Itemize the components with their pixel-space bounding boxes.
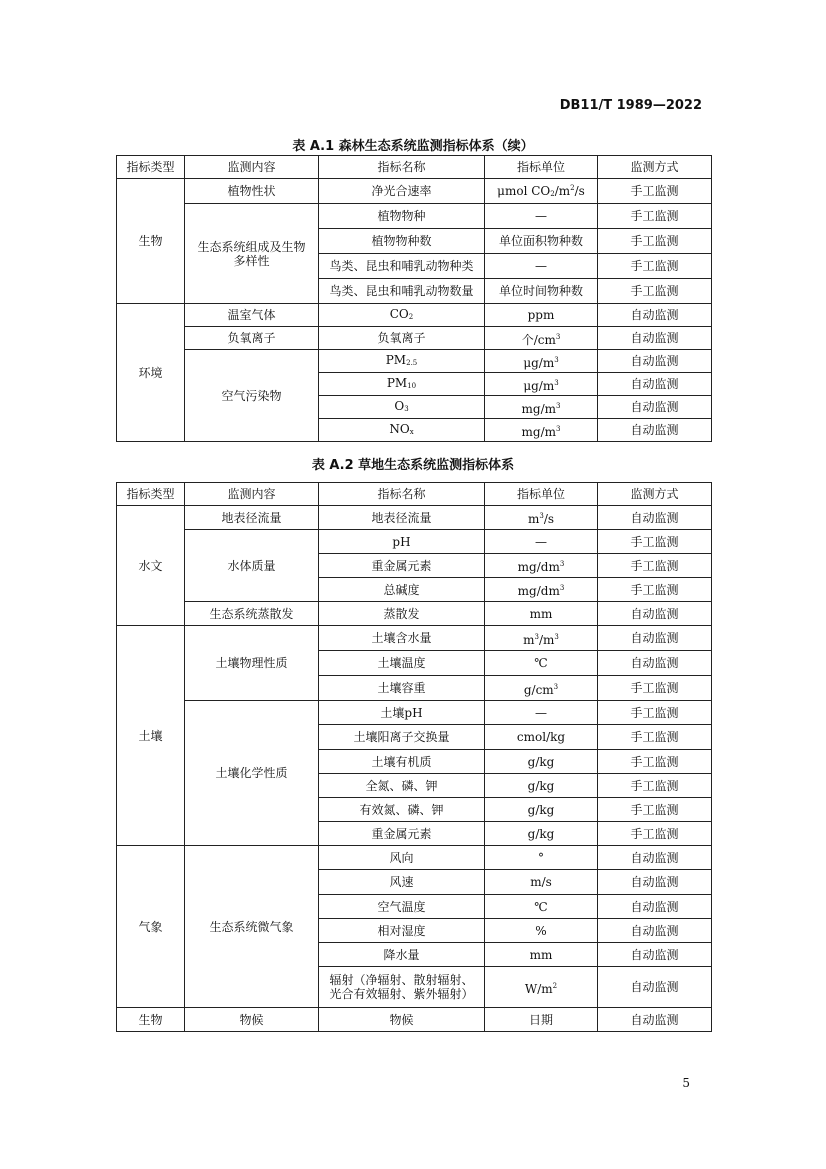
table-row <box>117 327 712 350</box>
unit-cell: m/s <box>485 870 598 895</box>
unit-cell: 个$/cm^3$ <box>485 327 598 350</box>
indicator-cell: 地表径流量 <box>319 506 485 530</box>
indicator-cell: 蒸散发 <box>319 602 485 626</box>
unit-cell: $W/m^2$ <box>485 967 598 1008</box>
unit-cell: g/kg <box>485 774 598 798</box>
content-cell: 土壤物理性质 <box>185 626 319 701</box>
method-cell: 自动监测 <box>598 506 712 530</box>
method-cell: 手工监测 <box>598 279 712 304</box>
unit-cell: $mg/m^3$ <box>485 419 598 442</box>
method-cell: 手工监测 <box>598 676 712 701</box>
indicator-cell: 土壤容重 <box>319 676 485 701</box>
unit-cell: % <box>485 919 598 943</box>
header-method: 监测方式 <box>598 156 712 179</box>
indicator-cell: 土壤有机质 <box>319 750 485 774</box>
indicator-cell: O3 <box>319 396 485 419</box>
unit-cell: cmol/kg <box>485 725 598 750</box>
table-a2-caption: 表 A.2 草地生态系统监测指标体系 <box>311 458 515 473</box>
unit-cell: $mg/dm^3$ <box>485 578 598 602</box>
indicator-cell: 负氧离子 <box>319 327 485 350</box>
table-row <box>117 179 712 204</box>
table-row <box>117 350 712 373</box>
indicator-cell: 重金属元素 <box>319 554 485 578</box>
method-cell: 手工监测 <box>598 229 712 254</box>
indicator-cell: 土壤温度 <box>319 651 485 676</box>
table-a2 <box>116 482 712 1032</box>
indicator-cell: PM10 <box>319 373 485 396</box>
category-cell: 生物 <box>117 179 185 304</box>
unit-cell: mm <box>485 602 598 626</box>
indicator-cell: 总碱度 <box>319 578 485 602</box>
unit-cell: g/kg <box>485 798 598 822</box>
method-cell: 自动监测 <box>598 943 712 967</box>
unit-cell: ℃ <box>485 895 598 919</box>
unit-cell: — <box>485 701 598 725</box>
unit-cell: ℃ <box>485 651 598 676</box>
table-row <box>117 204 712 229</box>
indicator-cell: CO2 <box>319 304 485 327</box>
table-row <box>117 846 712 870</box>
unit-cell: — <box>485 254 598 279</box>
header-unit: 指标单位 <box>485 156 598 179</box>
content-cell: 生态系统微气象 <box>185 846 319 1008</box>
content-cell: 温室气体 <box>185 304 319 327</box>
method-cell: 手工监测 <box>598 254 712 279</box>
indicator-cell: 植物物种 <box>319 204 485 229</box>
table-row <box>117 626 712 651</box>
indicator-cell: 土壤阳离子交换量 <box>319 725 485 750</box>
category-cell: 水文 <box>117 506 185 626</box>
indicator-cell: 空气温度 <box>319 895 485 919</box>
header-indicator: 指标名称 <box>319 156 485 179</box>
indicator-cell: pH <box>319 530 485 554</box>
unit-cell: 日期 <box>485 1008 598 1032</box>
table-a1 <box>116 155 712 442</box>
unit-cell: $mg/dm^3$ <box>485 554 598 578</box>
method-cell: 手工监测 <box>598 798 712 822</box>
indicator-cell: 全氮、磷、钾 <box>319 774 485 798</box>
unit-cell: — <box>485 204 598 229</box>
content-cell: 生态系统组成及生物 多样性 <box>185 204 319 304</box>
indicator-cell: 风速 <box>319 870 485 895</box>
method-cell: 手工监测 <box>598 530 712 554</box>
unit-cell: $\mu g/m^3$ <box>485 350 598 373</box>
method-cell: 手工监测 <box>598 774 712 798</box>
indicator-cell: 土壤含水量 <box>319 626 485 651</box>
header-unit: 指标单位 <box>485 483 598 506</box>
method-cell: 自动监测 <box>598 870 712 895</box>
method-cell: 自动监测 <box>598 919 712 943</box>
category-cell: 生物 <box>117 1008 185 1032</box>
content-cell: 植物性状 <box>185 179 319 204</box>
method-cell: 自动监测 <box>598 373 712 396</box>
table-row <box>117 602 712 626</box>
unit-cell: $m^3/s$ <box>485 506 598 530</box>
unit-cell: $m^3/m^3$ <box>485 626 598 651</box>
method-cell: 手工监测 <box>598 725 712 750</box>
indicator-cell: 物候 <box>319 1008 485 1032</box>
method-cell: 自动监测 <box>598 304 712 327</box>
unit-cell: 单位时间物种数 <box>485 279 598 304</box>
unit-cell: ppm <box>485 304 598 327</box>
method-cell: 自动监测 <box>598 626 712 651</box>
unit-cell: g/kg <box>485 750 598 774</box>
method-cell: 手工监测 <box>598 204 712 229</box>
unit-cell: μmol $CO2/m^2/s$ <box>485 179 598 204</box>
indicator-cell: 鸟类、昆虫和哺乳动物数量 <box>319 279 485 304</box>
method-cell: 自动监测 <box>598 396 712 419</box>
content-cell: 物候 <box>185 1008 319 1032</box>
indicator-cell: 辐射（净辐射、散射辐射、 光合有效辐射、紫外辐射） <box>319 967 485 1008</box>
header-content: 监测内容 <box>185 156 319 179</box>
method-cell: 自动监测 <box>598 846 712 870</box>
indicator-cell: 土壤pH <box>319 701 485 725</box>
method-cell: 手工监测 <box>598 822 712 846</box>
indicator-cell: 净光合速率 <box>319 179 485 204</box>
indicator-cell: NOx <box>319 419 485 442</box>
header-category: 指标类型 <box>117 156 185 179</box>
method-cell: 自动监测 <box>598 895 712 919</box>
indicator-cell: 鸟类、昆虫和哺乳动物种类 <box>319 254 485 279</box>
content-cell: 土壤化学性质 <box>185 701 319 846</box>
standard-code: DB11/T 1989—2022 <box>559 98 702 113</box>
unit-cell: $mg/m^3$ <box>485 396 598 419</box>
table-header-row <box>117 156 712 179</box>
header-content: 监测内容 <box>185 483 319 506</box>
method-cell: 自动监测 <box>598 350 712 373</box>
content-cell: 负氧离子 <box>185 327 319 350</box>
table-row <box>117 1008 712 1032</box>
indicator-cell: 植物物种数 <box>319 229 485 254</box>
method-cell: 自动监测 <box>598 327 712 350</box>
table-a1-caption: 表 A.1 森林生态系统监测指标体系（续） <box>292 139 534 154</box>
indicator-cell: PM2.5 <box>319 350 485 373</box>
unit-cell: $\mu g/m^3$ <box>485 373 598 396</box>
unit-cell: g/kg <box>485 822 598 846</box>
unit-cell: mm <box>485 943 598 967</box>
method-cell: 自动监测 <box>598 967 712 1008</box>
method-cell: 手工监测 <box>598 554 712 578</box>
table-row <box>117 530 712 554</box>
table-row <box>117 506 712 530</box>
method-cell: 手工监测 <box>598 578 712 602</box>
unit-cell: ° <box>485 846 598 870</box>
method-cell: 手工监测 <box>598 179 712 204</box>
indicator-cell: 降水量 <box>319 943 485 967</box>
category-cell: 土壤 <box>117 626 185 846</box>
content-cell: 地表径流量 <box>185 506 319 530</box>
page-number: 5 <box>682 1076 690 1090</box>
content-cell: 生态系统蒸散发 <box>185 602 319 626</box>
table-header-row <box>117 483 712 506</box>
unit-cell: 单位面积物种数 <box>485 229 598 254</box>
table-row <box>117 304 712 327</box>
header-category: 指标类型 <box>117 483 185 506</box>
category-cell: 环境 <box>117 304 185 442</box>
content-cell: 空气污染物 <box>185 350 319 442</box>
indicator-cell: 有效氮、磷、钾 <box>319 798 485 822</box>
header-method: 监测方式 <box>598 483 712 506</box>
table-row <box>117 701 712 725</box>
content-cell: 水体质量 <box>185 530 319 602</box>
method-cell: 手工监测 <box>598 701 712 725</box>
indicator-cell: 重金属元素 <box>319 822 485 846</box>
unit-cell: $g/cm^3$ <box>485 676 598 701</box>
unit-cell: — <box>485 530 598 554</box>
header-indicator: 指标名称 <box>319 483 485 506</box>
method-cell: 自动监测 <box>598 419 712 442</box>
category-cell: 气象 <box>117 846 185 1008</box>
method-cell: 自动监测 <box>598 651 712 676</box>
indicator-cell: 相对湿度 <box>319 919 485 943</box>
method-cell: 手工监测 <box>598 750 712 774</box>
method-cell: 自动监测 <box>598 602 712 626</box>
method-cell: 自动监测 <box>598 1008 712 1032</box>
indicator-cell: 风向 <box>319 846 485 870</box>
